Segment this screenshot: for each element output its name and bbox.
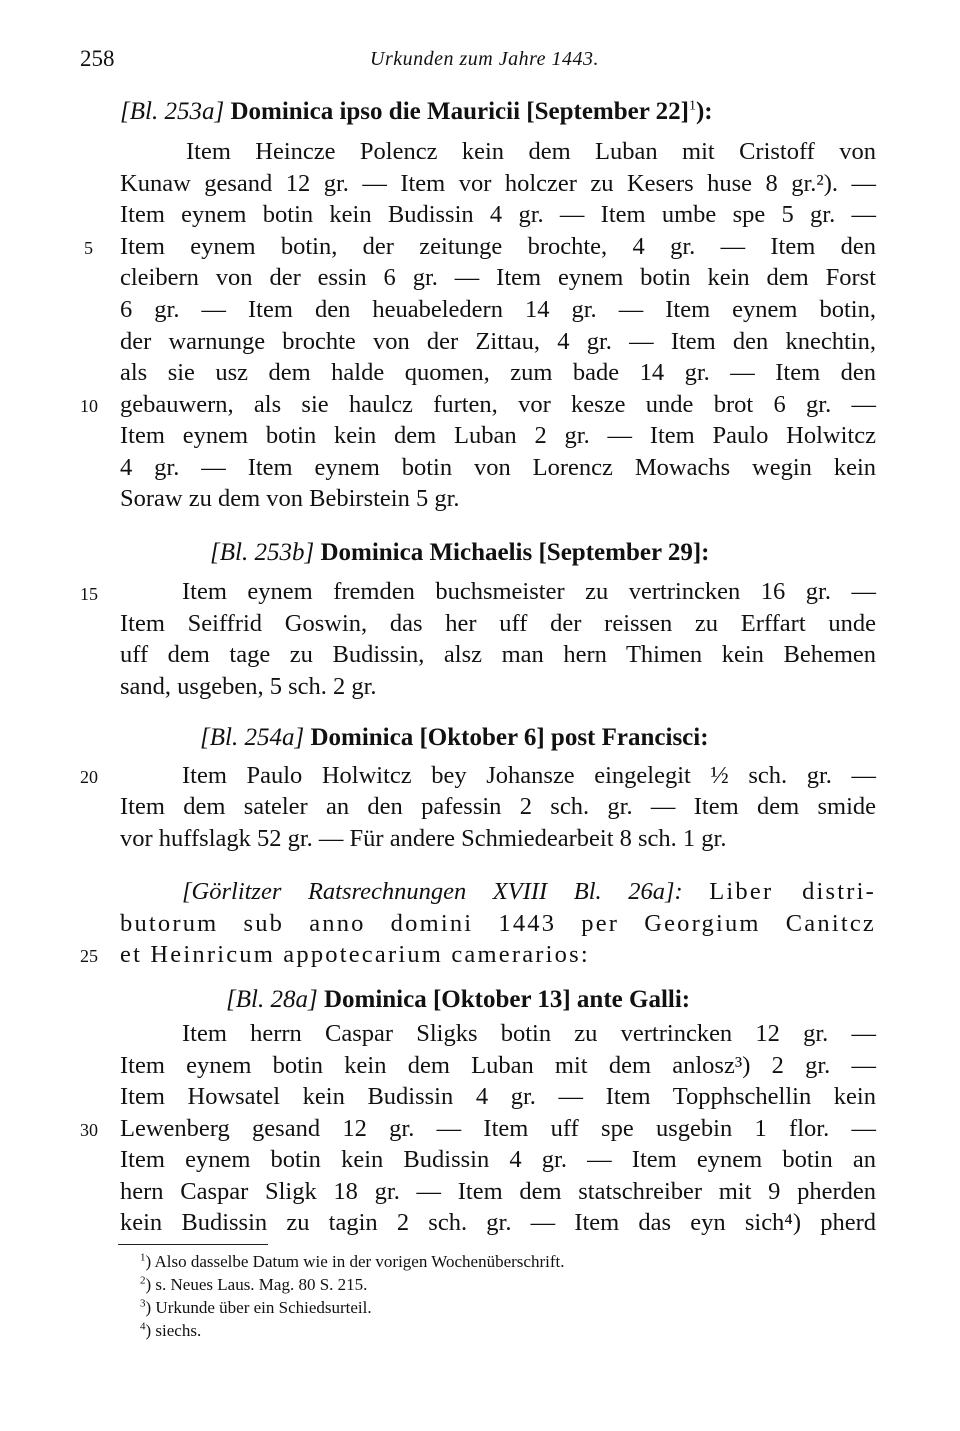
heading-text: Dominica [Oktober 13] ante Galli: (323, 986, 691, 1013)
footnote-mark: 4 (140, 1320, 146, 1333)
text-line: Lewenberg gesand 12 gr. — Item uff spe usgebin 1 flor. — (120, 1115, 876, 1142)
line-number: 25 (80, 946, 98, 966)
line-number: 30 (80, 1120, 98, 1140)
text-line: Item eynem botin kein Budissin 4 gr. — Item umbe spe 5 gr. — (120, 201, 876, 228)
text-line: uff dem tage zu Budissin, alsz man hern Thimen kein Behemen (120, 641, 876, 668)
footnote-divider (118, 1244, 268, 1245)
line-number: 5 (84, 238, 93, 258)
intro-text: butorum sub anno domini 1443 per Georgium Canitcz (120, 910, 876, 937)
section-heading (120, 98, 713, 126)
section-heading (226, 986, 690, 1014)
text-line: cleibern von der essin 6 gr. — Item eynem botin kein dem Forst (120, 264, 876, 291)
text-line: 4 gr. — Item eynem botin von Lorencz Mowachs wegin kein (120, 454, 876, 481)
intro-text: et Heinricum appotecarium camerarios: (120, 941, 590, 968)
running-title: Urkunden zum Jahre 1443. (370, 48, 600, 70)
folio-reference: [Bl. 253a] (120, 98, 225, 125)
folio-reference: [Bl. 253b] (210, 539, 315, 566)
footnote (140, 1298, 372, 1318)
footnote-text: ) siechs. (145, 1321, 202, 1340)
text-line: Item eynem botin kein dem Luban 2 gr. — Item Paulo Holwitcz (120, 422, 876, 449)
section-heading (210, 539, 710, 567)
text-line: Item Heincze Polencz kein dem Luban mit Cristoff von (186, 138, 876, 165)
source-reference: [Görlitzer Ratsrechnungen XVIII Bl. 26a]: (182, 878, 683, 905)
page-number: 258 (80, 46, 115, 71)
footnote-mark: 1 (688, 98, 696, 114)
footnote (140, 1321, 201, 1341)
text-line: Item Seiffrid Goswin, das her uff der reissen zu Erffart unde (120, 610, 876, 637)
section-heading (200, 724, 709, 752)
text-line: als sie usz dem halde quomen, zum bade 14 gr. — Item den (120, 359, 876, 386)
footnote-mark: 3 (140, 1297, 146, 1310)
text-line: 6 gr. — Item den heuabeledern 14 gr. — Item eynem botin, (120, 296, 876, 323)
heading-text: Dominica [Oktober 6] post Francisci: (310, 724, 709, 751)
footnote-mark: 1 (140, 1251, 146, 1264)
heading-tail: ): (695, 98, 713, 125)
footnote (140, 1252, 564, 1272)
line-number: 20 (80, 767, 98, 787)
text-line: Item herrn Caspar Sligks botin zu vertrincken 12 gr. — (182, 1020, 876, 1047)
text-line: der warnunge brochte von der Zittau, 4 gr. — Item den knechtin, (120, 328, 876, 355)
folio-reference: [Bl. 254a] (200, 724, 305, 751)
text-line: gebauwern, als sie haulcz furten, vor kesze unde brot 6 gr. — (120, 391, 876, 418)
footnote (140, 1275, 367, 1295)
heading-text: Dominica ipso die Mauricii [September 22] (230, 98, 689, 125)
text-line: vor huffslagk 52 gr. — Für andere Schmiedearbeit 8 sch. 1 gr. (120, 825, 727, 852)
text-line: sand, usgeben, 5 sch. 2 gr. (120, 673, 377, 700)
text-line: kein Budissin zu tagin 2 sch. gr. — Item das eyn sich⁴) pherd (120, 1209, 876, 1236)
text-line: Item Paulo Holwitcz bey Johansze eingelegit ½ sch. gr. — (182, 762, 876, 789)
text-line: Kunaw gesand 12 gr. — Item vor holczer zu Kesers huse 8 gr.²). — (120, 170, 876, 197)
text-line: Item eynem botin kein Budissin 4 gr. — Item eynem botin an (120, 1146, 876, 1173)
footnote-text: ) s. Neues Laus. Mag. 80 S. 215. (145, 1275, 368, 1294)
text-line: Item eynem fremden buchsmeister zu vertrincken 16 gr. — (182, 578, 876, 605)
line-number: 10 (80, 396, 98, 416)
intro-text: Liber distri- (709, 878, 876, 905)
line-number: 15 (80, 584, 98, 604)
text-line: Soraw zu dem von Bebirstein 5 gr. (120, 485, 460, 512)
footnote-mark: 2 (140, 1274, 146, 1287)
heading-text: Dominica Michaelis [September 29]: (320, 539, 710, 566)
text-line: Item eynem botin, der zeitunge brochte, 4 gr. — Item den (120, 233, 876, 260)
text-line: hern Caspar Sligk 18 gr. — Item dem statschreiber mit 9 pherden (120, 1178, 876, 1205)
text-line: Item dem sateler an den pafessin 2 sch. gr. — Item dem smide (120, 793, 876, 820)
text-line: Item eynem botin kein dem Luban mit dem anlosz³) 2 gr. — (120, 1052, 876, 1079)
source-intro-line (182, 878, 876, 906)
footnote-text: ) Urkunde über ein Schiedsurteil. (145, 1298, 372, 1317)
text-line: Item Howsatel kein Budissin 4 gr. — Item Topphschellin kein (120, 1083, 876, 1110)
folio-reference: [Bl. 28a] (226, 986, 318, 1013)
footnote-text: ) Also dasselbe Datum wie in der vorigen Wochenüberschrift. (145, 1252, 565, 1271)
